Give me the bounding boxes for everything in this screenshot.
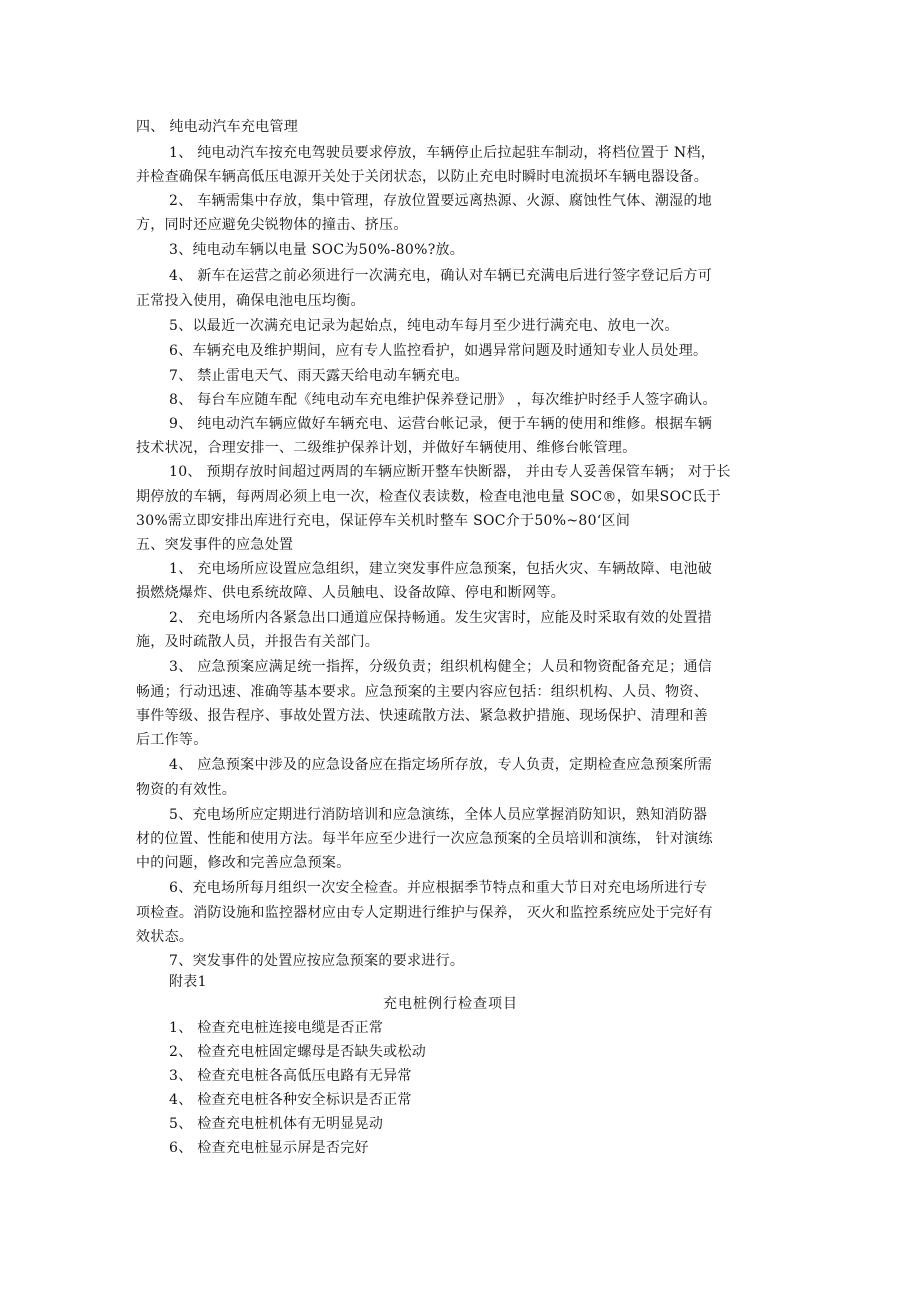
s4-item2-line2: 方，同时还应避免尖锐物体的撞击、挤压。 bbox=[136, 217, 408, 233]
s5-item3-line4: 后工作等。 bbox=[136, 732, 208, 748]
s5-item3-line2: 畅通；行动迅速、准确等基本要求。应急预案的主要内容应包括：组织机构、人员、物资、 bbox=[136, 684, 708, 700]
s4-item3-line1: 3、纯电动车辆以电量 SOC为50%-80%?放。 bbox=[169, 242, 465, 258]
s5-item2-line2: 施，及时疏散人员，并报告有关部门。 bbox=[136, 634, 380, 650]
appendix-label: 附表1 bbox=[169, 974, 207, 990]
s4-item9-line1: 9、 纯电动汽车辆应做好车辆充电、运营台帐记录，便于车辆的使用和维修。根据车辆 bbox=[169, 416, 713, 432]
s5-item2-line1: 2、 充电场所内各紧急出口通道应保持畅通。发生灾害时，应能及时采取有效的处置措 bbox=[169, 610, 713, 626]
s5-item4-line2: 物资的有效性。 bbox=[136, 782, 237, 798]
s5-item6-line3: 效状态。 bbox=[136, 929, 194, 945]
s4-item10-line1: 10、 预期存放时间超过两周的车辆应断开整车快断器， 并由专人妥善保管车辆； 对于长 bbox=[169, 464, 731, 480]
s5-item5-line1: 5、充电场所应定期进行消防培训和应急演练，全体人员应掌握消防知识，熟知消防器 bbox=[169, 807, 708, 823]
appendix-title: 充电桩例行检查项目 bbox=[383, 996, 518, 1012]
s4-item10-line3: 30%需立即安排出库进行充电，保证停车关机时整车 SOC介于50%~80‘区间 bbox=[136, 513, 631, 529]
s5-item1-line1: 1、 充电场所应设置应急组织，建立突发事件应急预案，包括火灾、车辆故障、电池破 bbox=[169, 561, 713, 577]
checklist-item: 1、 检查充电桩连接电缆是否正常 bbox=[169, 1020, 384, 1036]
s4-item8-line1: 8、 每台车应随车配《纯电动车充电维护保养登记册》 ，每次维护时经手人签字确认。 bbox=[169, 392, 717, 408]
s5-item4-line1: 4、 应急预案中涉及的应急设备应在指定场所存放，专人负责，定期检查应急预案所需 bbox=[169, 757, 713, 773]
s4-item5-line1: 5、以最近一次满充电记录为起始点，纯电动车每月至少进行满充电、放电一次。 bbox=[169, 318, 679, 334]
checklist-item: 2、 检查充电桩固定螺母是否缺失或松动 bbox=[169, 1044, 427, 1060]
s5-item3-line3: 事件等级、报告程序、事故处置方法、快速疏散方法、紧急救护措施、现场保护、清理和善 bbox=[136, 708, 708, 724]
s5-item5-line3: 中的问题，修改和完善应急预案。 bbox=[136, 855, 351, 871]
s4-item7-line1: 7、 禁止雷电天气、雨天露天给电动车辆充电。 bbox=[169, 368, 469, 384]
s5-item3-line1: 3、 应急预案应满足统一指挥，分级负责；组织机构健全；人员和物资配备充足；通信 bbox=[169, 659, 713, 675]
checklist-item: 3、 检查充电桩各高低压电路有无异常 bbox=[169, 1068, 412, 1084]
s5-item6-line1: 6、充电场所每月组织一次安全检查。并应根据季节特点和重大节日对充电场所进行专 bbox=[169, 880, 708, 896]
checklist-item: 4、 检查充电桩各种安全标识是否正常 bbox=[169, 1092, 412, 1108]
s5-item7-line1: 7、突发事件的处置应按应急预案的要求进行。 bbox=[169, 953, 465, 969]
s5-item1-line2: 损燃烧爆炸、供电系统故障、人员触电、设备故障、停电和断网等。 bbox=[136, 585, 565, 601]
s4-item2-line1: 2、 车辆需集中存放，集中管理，存放位置要远离热源、火源、腐蚀性气体、潮湿的地 bbox=[169, 193, 713, 209]
s4-item9-line2: 技术状况，合理安排一、二级维护保养计划，并做好车辆使用、维修台帐管理。 bbox=[136, 440, 637, 456]
checklist-item: 5、 检查充电桩机体有无明显晃动 bbox=[169, 1116, 384, 1132]
section5-heading: 五、突发事件的应急处置 bbox=[136, 537, 294, 553]
s4-item4-line2: 正常投入使用，确保电池电压均衡。 bbox=[136, 293, 365, 309]
s4-item10-line2: 期停放的车辆，每两周必须上电一次，检查仪表读数，检查电池电量 SOC®，如果SOC氐于 bbox=[136, 489, 721, 505]
section4-heading: 四、 纯电动汽车充电管理 bbox=[136, 119, 299, 135]
s4-item1-line2: 并检查确保车辆高低压电源开关处于关闭状态，以防止充电时瞬时电流损坏车辆电器设备。 bbox=[136, 169, 708, 185]
s4-item4-line1: 4、 新车在运营之前必须进行一次满充电，确认对车辆已充满电后进行签字登记后方可 bbox=[169, 268, 713, 284]
s5-item6-line2: 项检查。消防设施和监控器材应由专人定期进行维护与保养， 灭火和监控系统应处于完好有 bbox=[136, 905, 713, 921]
s4-item6-line1: 6、车辆充电及维护期间，应有专人监控看护，如遇异常问题及时通知专业人员处理。 bbox=[169, 343, 708, 359]
s4-item1-line1: 1、 纯电动汽车按充电驾驶员要求停放，车辆停止后拉起驻车制动，将档位置于 N档， bbox=[169, 145, 716, 161]
checklist-item: 6、 检查充电桩显示屏是否完好 bbox=[169, 1140, 369, 1156]
s5-item5-line2: 材的位置、性能和使用方法。每半年应至少进行一次应急预案的全员培训和演练， 针对演练 bbox=[136, 831, 713, 847]
